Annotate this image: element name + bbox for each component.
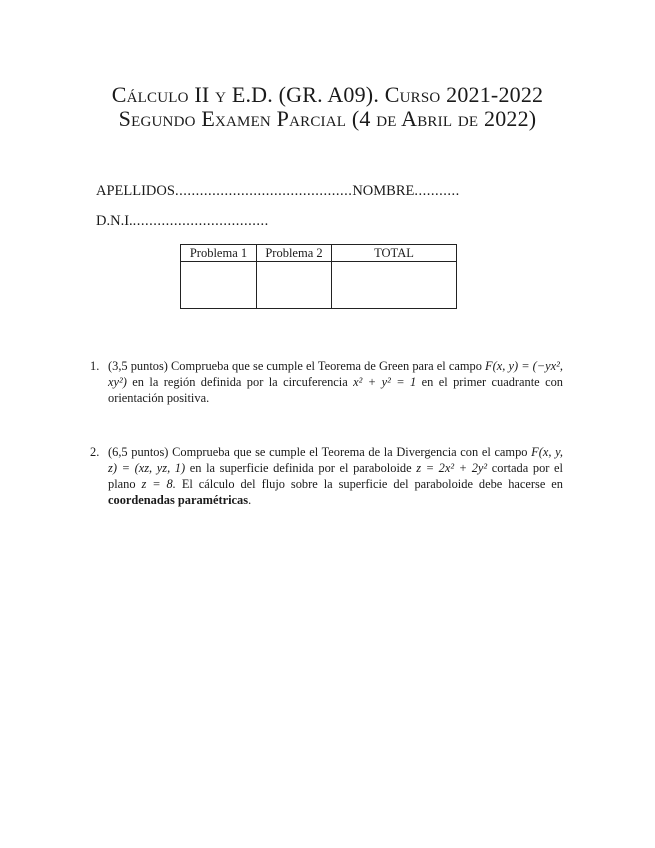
grade-header-problem-2: Problema 2 [257, 245, 332, 262]
problem-1-number: 1. [90, 359, 100, 373]
grade-table-header-row [181, 245, 457, 262]
problem-2-statement [108, 444, 563, 508]
problem-1-text: Comprueba que se cumple el Teorema de Green para el campo [171, 359, 482, 373]
grade-cell-problem-1 [181, 262, 257, 309]
problem-1 [90, 358, 563, 406]
nombre-label: NOMBRE [352, 183, 415, 199]
problem-2 [90, 444, 563, 508]
nombre-blank: ........... [414, 183, 460, 199]
grade-cell-total [332, 262, 457, 309]
problem-2-field: F(x, y, z) = (xz, yz, 1) [108, 445, 563, 475]
apellidos-blank: ........................................... [174, 183, 353, 199]
problem-2-end: . [248, 493, 252, 507]
apellidos-label: APELLIDOS [96, 183, 175, 199]
exam-title-line1: Cálculo II y E.D. (GR. A09). Curso 2021-2022 [111, 82, 544, 107]
dni-blank: ................................. [132, 213, 269, 229]
apellidos-nombre-line [96, 183, 460, 200]
problem-2-text: Comprueba que se cumple el Teorema de la Divergencia con el campo [172, 445, 528, 459]
problem-2-points: (6,5 puntos) [108, 445, 169, 459]
problem-2-text-d: El cálculo del flujo sobre la superficie del paraboloide debe hacerse en [181, 477, 563, 491]
problem-2-surface: z = 2x² + 2y² [416, 461, 488, 475]
dni-label: D.N.I. [96, 213, 133, 229]
problem-1-text-b: en la región definida por la circuferencia [132, 375, 348, 389]
exam-title-line2: Segundo Examen Parcial (4 de Abril de 2022) [118, 106, 537, 131]
problem-1-field: F(x, y) = (−yx², xy²) [108, 359, 563, 389]
problem-2-text-b: en la superficie definida por el paraboloide [189, 461, 412, 475]
problem-1-region: x² + y² = 1 [353, 375, 417, 389]
problem-1-text-c: en el primer cuadrante con orientación positiva. [108, 375, 563, 405]
dni-line [96, 213, 269, 230]
problem-2-text-c: cortada por el plano [108, 461, 563, 491]
grade-header-problem-1: Problema 1 [181, 245, 257, 262]
problem-1-points: (3,5 puntos) [108, 359, 168, 373]
grade-table [180, 244, 457, 309]
grade-cell-problem-2 [257, 262, 332, 309]
problem-1-statement [108, 358, 563, 406]
problem-2-number: 2. [90, 445, 100, 459]
problem-2-plane: z = 8. [141, 477, 176, 491]
problem-2-emphasis: coordenadas paramétricas [108, 493, 249, 507]
grade-header-total: TOTAL [332, 245, 457, 262]
grade-table-score-row [181, 262, 457, 309]
